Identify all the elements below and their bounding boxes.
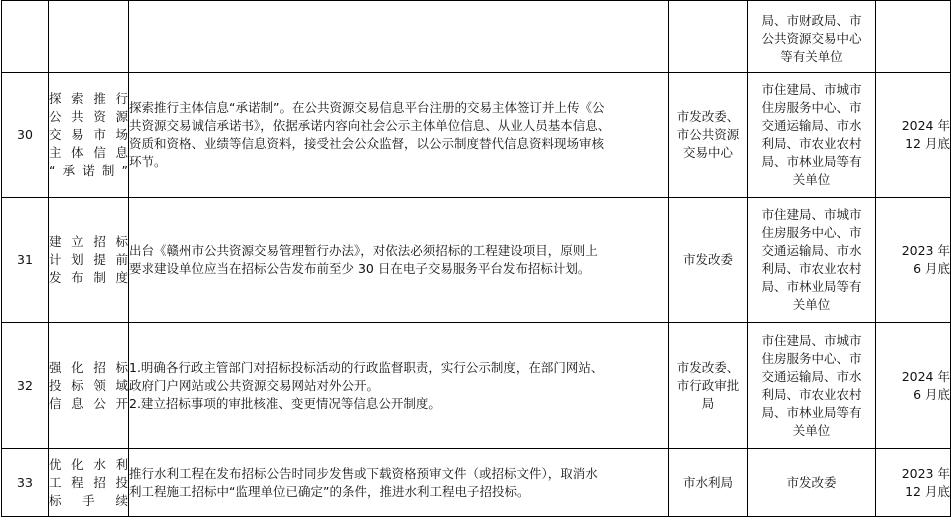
cell-line: 12 月底: [905, 136, 950, 151]
cell-line: 市发改委、: [676, 109, 740, 124]
cell-line: 市住建局、市城市: [761, 332, 862, 348]
cell-line: 交通运输局、市水: [761, 368, 862, 384]
cell-line: 市住建局、市城市: [761, 207, 862, 222]
cell-line: 出台《赣州市公共资源交易管理暂行办法》，对依法必须招标的工程建设项目，原则上: [129, 243, 598, 258]
cell-line: 交通运输局、市水: [761, 243, 862, 258]
cell-line: 利局、市农业农村: [761, 386, 862, 402]
cell-line: 局、市林业局等有: [761, 279, 862, 294]
cell-line: 优化水利: [49, 456, 128, 472]
cell-line: 利局、市农业农村: [761, 261, 862, 276]
content-cell: [129, 449, 669, 517]
cell-line: 推行水利工程在发布招标公告时同步发售或下载资格预审文件（或招标文件），取消水: [129, 465, 598, 481]
item-cell: [49, 198, 129, 323]
cell-line: 2024 年: [901, 368, 950, 384]
item-cell: [49, 323, 129, 449]
row-number: 30: [2, 73, 49, 198]
cell-line: 住房服务中心、市: [761, 100, 862, 115]
cell-line: 市行政审批: [676, 377, 740, 393]
cell-line: 计划提前: [49, 252, 128, 267]
table-row: [2, 73, 951, 198]
cell-line: 市发改委、: [676, 359, 740, 375]
cell-line: 建立招标: [49, 234, 128, 249]
content-cell: [129, 198, 669, 323]
cell-line: 市公共资源: [676, 127, 740, 142]
cell-line: 2023 年: [901, 465, 950, 481]
row-number: 31: [2, 198, 49, 323]
cell-line: 市住建局、市城市: [761, 82, 862, 97]
row-number: [2, 1, 49, 73]
cell-line: 信息公开: [49, 395, 128, 411]
cell-line: 关单位: [792, 422, 831, 438]
cell-line: 关单位: [792, 297, 831, 312]
lead-unit-cell: [669, 73, 748, 198]
cell-line: 公共资源交易中心: [761, 31, 862, 46]
cell-line: 环节。: [129, 154, 167, 169]
cell-line: 局、市林业局等有: [761, 404, 862, 420]
lead-unit-cell: [669, 449, 748, 517]
coop-unit-cell: [748, 73, 876, 198]
cell-line: 要求建设单位应当在招标公告发布前至少 30 日在电子交易服务平台发布招标计划。: [129, 261, 591, 276]
cell-line: 资质和资格、业绩等信息资料，接受社会公众监督，以公示制度替代信息资料现场审核: [129, 136, 605, 151]
deadline-cell: [876, 1, 951, 73]
table-row: [2, 323, 951, 449]
cell-line: 12 月底: [905, 483, 950, 499]
lead-unit-cell: [669, 323, 748, 449]
cell-line: “承诺制”: [49, 163, 128, 178]
item-cell: [49, 1, 129, 73]
cell-line: 利局、市农业农村: [761, 136, 862, 151]
cell-line: 局、市林业局等有: [761, 154, 862, 169]
coop-unit-cell: [748, 1, 876, 73]
row-number: 32: [2, 323, 49, 449]
cell-line: 强化招标: [49, 359, 128, 375]
cell-line: 住房服务中心、市: [761, 225, 862, 240]
cell-line: 局、市财政局、市: [761, 13, 862, 28]
content-cell: [129, 1, 669, 73]
cell-line: 住房服务中心、市: [761, 350, 862, 366]
content-cell: [129, 73, 669, 198]
cell-line: 交通运输局、市水: [761, 118, 862, 133]
cell-line: 利工程施工招标中“监理单位已确定”的条件，推进水利工程电子招投标。: [129, 483, 530, 499]
cell-line: 关单位: [792, 172, 831, 187]
row-number: 33: [2, 449, 49, 517]
cell-line: 2024 年: [901, 118, 950, 133]
cell-line: 共资源交易诚信承诺书》，依据承诺内容向社会公示主体单位信息、从业人员基本信息、: [129, 118, 611, 133]
cell-line: 交易市场: [49, 127, 128, 142]
cell-line: 局: [701, 395, 715, 411]
cell-line: 等有关单位: [780, 49, 843, 64]
cell-line: 2.建立招标事项的审批核准、变更情况等信息公开制度。: [129, 395, 441, 411]
cell-line: 2023 年: [901, 243, 950, 258]
item-cell: [49, 73, 129, 198]
coop-unit-cell: [748, 198, 876, 323]
coop-unit-cell: [748, 323, 876, 449]
deadline-cell: [876, 198, 951, 323]
coop-unit-cell: [748, 449, 876, 517]
lead-unit-cell: [669, 1, 748, 73]
cell-line: 6 月底: [913, 386, 950, 402]
cell-line: 工程招投: [49, 474, 128, 490]
cell-line: 市发改委: [786, 474, 837, 490]
table-row: [2, 449, 951, 517]
deadline-cell: [876, 449, 951, 517]
content-cell: [129, 323, 669, 449]
cell-line: 1.明确各行政主管部门对招标投标活动的行政监督职责，实行公示制度，在部门网站、: [129, 359, 604, 375]
table-row: [2, 1, 951, 73]
cell-line: 投标领域: [49, 377, 128, 393]
deadline-cell: [876, 73, 951, 198]
lead-unit-cell: [669, 198, 748, 323]
measures-table: [1, 0, 951, 517]
deadline-cell: [876, 323, 951, 449]
cell-line: 探索推行: [49, 91, 128, 106]
table-row: [2, 198, 951, 323]
cell-line: 标手续: [49, 492, 128, 508]
item-cell: [49, 449, 129, 517]
cell-line: 市发改委: [682, 252, 733, 267]
cell-line: 主体信息: [49, 145, 128, 160]
cell-line: 发布制度: [49, 270, 128, 285]
cell-line: 交易中心: [682, 145, 733, 160]
cell-line: 政府门户网站或公共资源交易网站对外公开。: [129, 377, 380, 393]
cell-line: 6 月底: [913, 261, 950, 276]
cell-line: 市水利局: [682, 474, 733, 490]
cell-line: 探索推行主体信息“承诺制”。在公共资源交易信息平台注册的交易主体签订并上传《公: [129, 100, 605, 115]
cell-line: 公共资源: [49, 109, 128, 124]
